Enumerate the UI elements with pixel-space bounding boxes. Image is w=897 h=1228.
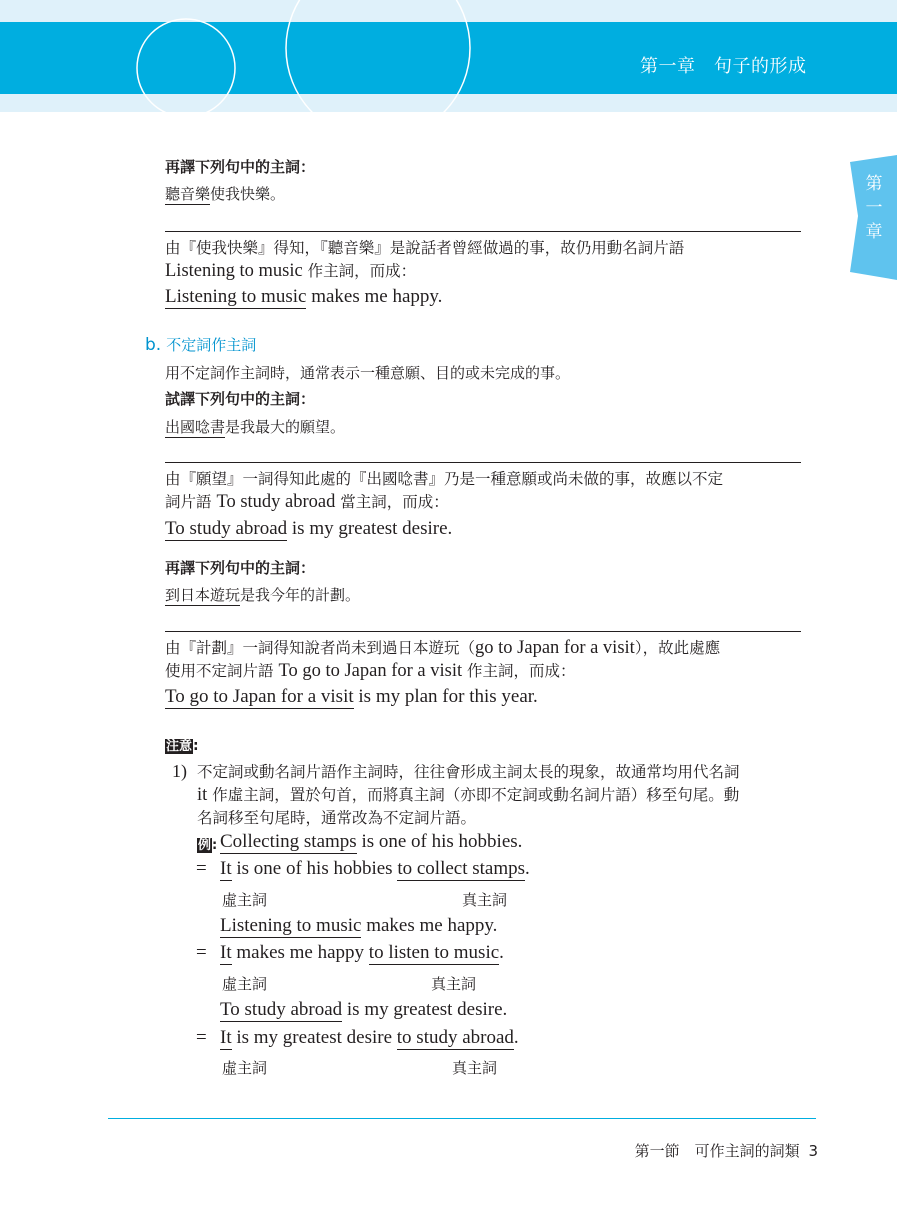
ex3-explain2-zh-a: 使用不定詞片語 bbox=[165, 662, 279, 680]
example-1-label-dummy: 虛主詞 bbox=[222, 891, 268, 909]
ex2-answer-subject: To study abroad bbox=[165, 518, 288, 539]
example-1-equals: = bbox=[196, 858, 207, 879]
ex2-sentence-subject: 出國唸書 bbox=[165, 418, 226, 436]
example-1-rewrite bbox=[220, 858, 530, 880]
ex1-answer-subject: Listening to music bbox=[165, 286, 307, 307]
ex3-answer-rest: is my plan for this year. bbox=[353, 686, 538, 707]
ex2-explanation bbox=[165, 468, 815, 514]
example-3-label-real: 真主詞 bbox=[452, 1059, 498, 1077]
side-tab-char: 章 bbox=[865, 222, 883, 242]
header-banner bbox=[0, 0, 897, 112]
ex3-prompt: 再譯下列句中的主詞： bbox=[165, 559, 316, 577]
ex3-explain1-zh-a: 由『計劃』一詞得知說者尚未到過日本遊玩（ bbox=[165, 639, 476, 657]
ex1-explain-line2 bbox=[165, 260, 815, 283]
ex2-explain-line2 bbox=[165, 491, 815, 514]
ex3-explain-line2 bbox=[165, 660, 815, 683]
ex3-explain2-zh-b: 作主詞，而成： bbox=[462, 662, 576, 680]
note-item-text bbox=[197, 761, 822, 830]
example-tag bbox=[197, 834, 217, 853]
footer-rule bbox=[108, 1118, 816, 1119]
ex1-answer bbox=[165, 286, 442, 308]
example-2-dummy-it: It bbox=[220, 942, 232, 963]
note-line3: 名詞移至句尾時，通常改為不定詞片語。 bbox=[197, 809, 477, 827]
footer bbox=[560, 1140, 818, 1161]
example-3-orig-rest: is my greatest desire. bbox=[342, 999, 508, 1020]
example-2-rewrite bbox=[220, 942, 504, 964]
example-1-dummy-it: It bbox=[220, 858, 232, 879]
example-1-orig-rest: is one of his hobbies. bbox=[356, 831, 523, 852]
section-b-marker: b. bbox=[145, 335, 162, 355]
example-2-end: . bbox=[499, 942, 504, 963]
note-item-number: 1) bbox=[172, 761, 187, 781]
footer-section-title: 第一節 可作主詞的詞類 bbox=[634, 1142, 800, 1160]
ex2-sentence bbox=[165, 416, 345, 437]
example-2-mid: makes me happy bbox=[231, 942, 369, 963]
ex2-explain-en: To study abroad bbox=[216, 492, 336, 512]
side-tab-char: 第 bbox=[865, 174, 883, 194]
note-line2-zh: 作虛主詞，置於句首，而將真主詞（亦即不定詞或動名詞片語）移至句尾。動 bbox=[207, 786, 740, 804]
ex2-explain-zh-a: 詞片語 bbox=[165, 493, 217, 511]
ex1-prompt: 再譯下列句中的主詞： bbox=[165, 158, 316, 176]
ex2-answer-line bbox=[165, 462, 801, 463]
ex3-explain1-zh-b: ），故此處應 bbox=[634, 639, 721, 657]
ex3-sentence-subject: 到日本遊玩 bbox=[165, 586, 241, 604]
example-3-label-dummy: 虛主詞 bbox=[222, 1059, 268, 1077]
ex1-answer-rest: makes me happy. bbox=[306, 286, 443, 307]
note-line2 bbox=[197, 784, 822, 807]
section-b-heading bbox=[145, 334, 256, 355]
example-2-orig-subject: Listening to music bbox=[220, 915, 362, 936]
ex1-explain-en: Listening to music bbox=[165, 261, 303, 281]
example-3-real-subject: to study abroad bbox=[396, 1027, 514, 1048]
example-2-original bbox=[220, 915, 497, 937]
ex2-explain-zh-b: 當主詞，而成： bbox=[335, 493, 449, 511]
example-2-real-subject: to listen to music bbox=[368, 942, 500, 963]
example-2-orig-rest: makes me happy. bbox=[361, 915, 498, 936]
note-heading bbox=[165, 735, 199, 754]
ex1-sentence-subject: 聽音樂 bbox=[165, 185, 211, 203]
circle-left bbox=[137, 19, 235, 112]
side-tab-char: 一 bbox=[865, 198, 883, 218]
example-1-label-real: 真主詞 bbox=[462, 891, 508, 909]
example-3-orig-subject: To study abroad bbox=[220, 999, 343, 1020]
ex1-sentence-rest: 使我快樂。 bbox=[210, 185, 286, 203]
side-tab bbox=[856, 172, 892, 244]
note-line2-en: it bbox=[197, 785, 208, 805]
ex3-explain2-en: To go to Japan for a visit bbox=[278, 661, 463, 681]
example-3-original bbox=[220, 999, 507, 1021]
ex3-explanation bbox=[165, 637, 815, 683]
ex2-explain-line1: 由『願望』一詞得知此處的『出國唸書』乃是一種意願或尚未做的事，故應以不定 bbox=[165, 470, 724, 488]
ex1-explain-zh: 作主詞，而成： bbox=[302, 262, 417, 280]
chapter-title: 第一章 句子的形成 bbox=[640, 56, 807, 77]
ex3-explain1-en: go to Japan for a visit bbox=[475, 638, 635, 658]
ex2-sentence-rest: 是我最大的願望。 bbox=[225, 418, 346, 436]
ex1-sentence bbox=[165, 183, 285, 204]
note-colon: : bbox=[193, 738, 199, 754]
ex3-sentence-rest: 是我今年的計劃。 bbox=[240, 586, 361, 604]
example-3-mid: is my greatest desire bbox=[231, 1027, 397, 1048]
example-2-equals: = bbox=[196, 942, 207, 963]
section-b-intro: 用不定詞作主詞時，通常表示一種意願、目的或未完成的事。 bbox=[165, 364, 571, 382]
example-tag-box: 例 bbox=[198, 838, 212, 853]
example-2-label-real: 真主詞 bbox=[431, 975, 477, 993]
example-3-end: . bbox=[513, 1027, 519, 1048]
ex3-answer-line bbox=[165, 631, 801, 632]
ex2-prompt: 試譯下列句中的主詞： bbox=[165, 390, 316, 408]
ex3-answer bbox=[165, 686, 538, 708]
ex1-explanation bbox=[165, 237, 815, 283]
example-1-original bbox=[220, 831, 522, 853]
section-b-title: 不定詞作主詞 bbox=[166, 336, 257, 354]
example-1-mid: is one of his hobbies bbox=[231, 858, 398, 879]
example-1-end: . bbox=[525, 858, 530, 879]
ex3-answer-subject: To go to Japan for a visit bbox=[165, 686, 354, 707]
ex2-answer-rest: is my greatest desire. bbox=[287, 518, 453, 539]
example-3-dummy-it: It bbox=[220, 1027, 232, 1048]
note-line1: 不定詞或動名詞片語作主詞時，往往會形成主詞太長的現象，故通常均用代名詞 bbox=[197, 763, 740, 781]
ex1-explain-line1: 由『使我快樂』得知，『聽音樂』是說話者曾經做過的事，故仍用動名詞片語 bbox=[165, 239, 685, 257]
example-1-real-subject: to collect stamps bbox=[397, 858, 526, 879]
example-1-orig-subject: Collecting stamps bbox=[220, 831, 357, 852]
example-3-rewrite bbox=[220, 1027, 519, 1049]
example-3-equals: = bbox=[196, 1027, 207, 1048]
circle-right bbox=[286, 0, 470, 112]
ex1-answer-line bbox=[165, 231, 801, 232]
ex2-answer bbox=[165, 518, 452, 540]
page-number: 3 bbox=[808, 1142, 818, 1160]
example-tag-colon: : bbox=[212, 838, 218, 853]
ex3-explain-line1 bbox=[165, 637, 815, 660]
ex3-sentence bbox=[165, 584, 360, 605]
example-2-label-dummy: 虛主詞 bbox=[222, 975, 268, 993]
note-tag: 注意 bbox=[166, 739, 193, 754]
